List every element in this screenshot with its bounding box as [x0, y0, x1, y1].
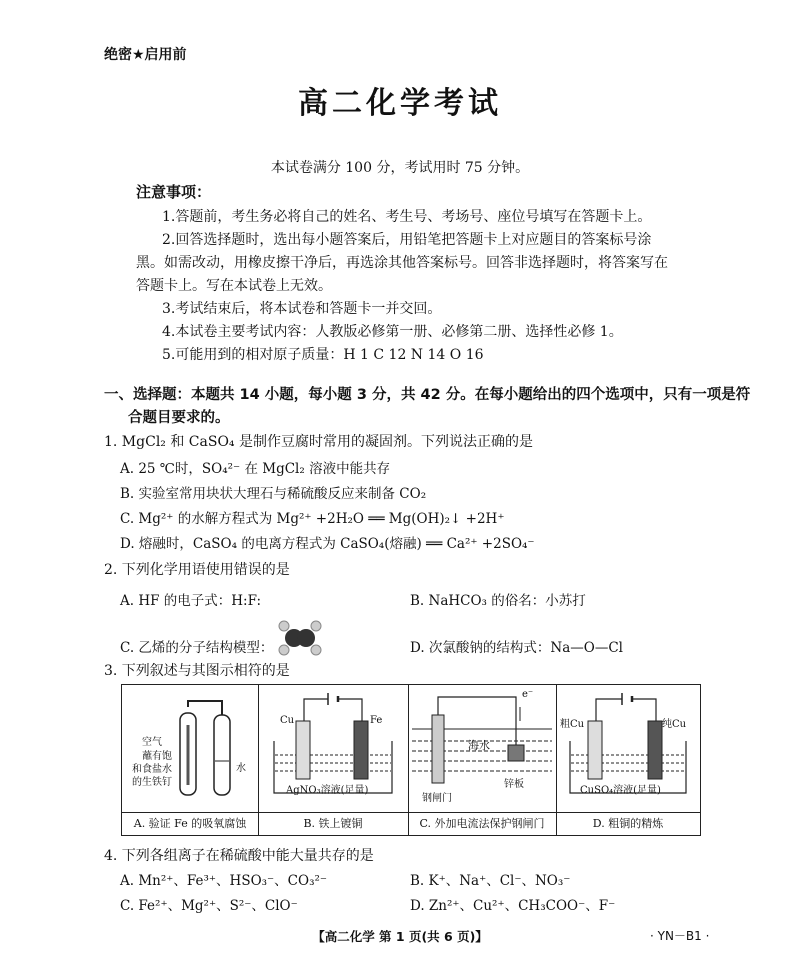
q4-option-c: C. Fe²⁺、Mg²⁺、S²⁻、ClO⁻: [120, 898, 298, 914]
page-footer: 【高二化学 第 1 页(共 6 页)】: [312, 929, 488, 944]
q4-option-d: D. Zn²⁺、Cu²⁺、CH₃COO⁻、F⁻: [410, 898, 616, 914]
note-item: 5.可能用到的相对原子质量：H 1 C 12 N 14 O 16: [162, 347, 484, 363]
fig-c-label-zinc: 锌板: [504, 779, 524, 790]
q1-option-c: C. Mg²⁺ 的水解方程式为 Mg²⁺ +2H₂O ══ Mg(OH)₂↓ +2H⁺: [120, 511, 505, 527]
fig-c-caption: C. 外加电流法保护钢闸门: [408, 812, 556, 835]
fig-a-label: 的生铁钉: [132, 777, 172, 788]
note-item: 2.回答选择题时，选出每小题答案后，用铅笔把答题卡上对应题目的答案标号涂: [162, 232, 652, 248]
note-item: 黑。如需改动，用橡皮擦干净后，再选涂其他答案标号。回答非选择题时，将答案写在: [136, 255, 668, 271]
fig-b-caption: B. 铁上镀铜: [258, 812, 408, 835]
section-heading: 一、选择题：本题共 14 小题，每小题 3 分，共 42 分。在每小题给出的四个选项中，只有一项是符: [104, 387, 751, 403]
fig-d-label-crude: 粗Cu: [560, 719, 585, 730]
fig-d-label-solution: CuSO₄溶液(足量): [580, 785, 661, 796]
fig-a-label: 和食盐水: [132, 764, 172, 775]
figure-c: [408, 685, 557, 835]
fig-b-label-fe: Fe: [370, 715, 383, 726]
confidential-label: 绝密★启用前: [104, 47, 187, 63]
page-title: 高二化学考试: [298, 86, 502, 121]
figure-a: [122, 685, 259, 835]
question-2-stem: 2. 下列化学用语使用错误的是: [104, 562, 290, 578]
q4-option-b: B. K⁺、Na⁺、Cl⁻、NO₃⁻: [410, 873, 571, 889]
note-item: 答题卡上。写在本试卷上无效。: [136, 278, 332, 294]
figure-b: [258, 685, 409, 835]
fig-d-caption: D. 粗铜的精炼: [556, 812, 700, 835]
q2-option-d: D. 次氯酸钠的结构式：Na—O—Cl: [410, 640, 624, 656]
fig-b-label-solution: AgNO₃溶液(足量): [286, 785, 369, 796]
note-item: 4.本试卷主要考试内容：人教版必修第一册、必修第二册、选择性必修 1。: [162, 324, 623, 340]
fig-d-label-pure: 纯Cu: [662, 719, 687, 730]
question-4-stem: 4. 下列各组离子在稀硫酸中能大量共存的是: [104, 848, 374, 864]
section-heading-cont: 合题目要求的。: [128, 410, 230, 426]
fig-a-label-water: 水: [236, 763, 246, 774]
fig-b-label-cu: Cu: [280, 715, 295, 726]
fig-c-label-gate: 钢闸门: [422, 793, 452, 804]
q3-figure-table: [121, 684, 701, 836]
question-1-stem: 1. MgCl₂ 和 CaSO₄ 是制作豆腐时常用的凝固剂。下列说法正确的是: [104, 434, 533, 450]
fig-c-label-seawater: 海水: [468, 739, 490, 752]
fig-c-label-electron: e⁻: [522, 689, 534, 700]
q1-option-d: D. 熔融时，CaSO₄ 的电离方程式为 CaSO₄(熔融) ══ Ca²⁺ +2SO₄⁻: [120, 536, 535, 552]
fig-a-label: 蘸有饱: [142, 751, 172, 762]
question-3-stem: 3. 下列叙述与其图示相符的是: [104, 663, 290, 679]
q1-option-b: B. 实验室常用块状大理石与稀硫酸反应来制备 CO₂: [120, 486, 427, 502]
notes-title: 注意事项：: [136, 183, 212, 201]
q2-option-c: C. 乙烯的分子结构模型：: [120, 640, 274, 656]
exam-intro: 本试卷满分 100 分，考试用时 75 分钟。: [270, 160, 530, 176]
q2-option-a: A. HF 的电子式：H:F:: [120, 593, 262, 609]
fig-a-label-air: 空气: [142, 737, 162, 748]
q2-option-b: B. NaHCO₃ 的俗名：小苏打: [410, 593, 586, 609]
figure-d: [556, 685, 700, 835]
fig-a-caption: A. 验证 Fe 的吸氧腐蚀: [122, 812, 258, 835]
note-item: 1.答题前，考生务必将自己的姓名、考生号、考场号、座位号填写在答题卡上。: [162, 209, 652, 225]
note-item: 3.考试结束后，将本试卷和答题卡一并交回。: [162, 301, 442, 317]
exam-code: · YN－B1 ·: [650, 929, 710, 943]
q4-option-a: A. Mn²⁺、Fe³⁺、HSO₃⁻、CO₃²⁻: [120, 873, 328, 889]
q1-option-a: A. 25 ℃时，SO₄²⁻ 在 MgCl₂ 溶液中能共存: [120, 461, 391, 477]
ethylene-model-image: [276, 618, 324, 658]
